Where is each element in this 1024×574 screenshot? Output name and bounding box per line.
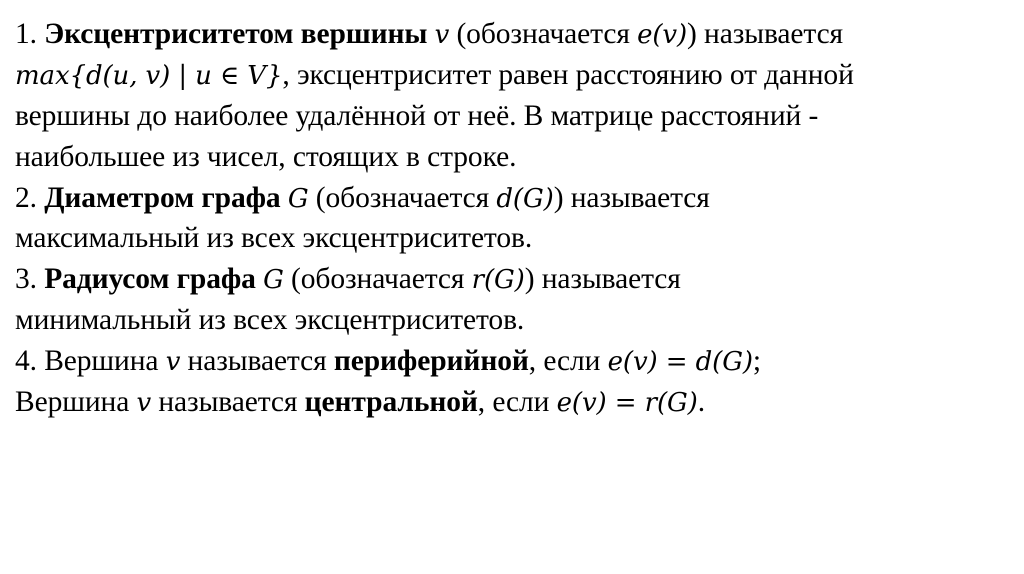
text-fragment: ) называется	[687, 18, 844, 50]
math-equation-peripheral: e(v) = d(G)	[607, 347, 753, 378]
text-fragment: Вершина	[15, 386, 137, 419]
text-fragment: (обозначается	[449, 18, 638, 50]
item-number: 2.	[15, 181, 45, 214]
math-var-v: v	[165, 347, 181, 378]
def-eccentricity-line-3	[15, 96, 1015, 137]
text-fragment: (обозначается	[283, 263, 472, 296]
text-fragment: вершины до наиболее удалённой от неё. В матрице расстояний -	[15, 99, 819, 132]
def-central-line	[15, 382, 1015, 423]
text-fragment: .	[697, 386, 705, 419]
text-fragment: , эксцентриситет равен расстоянию от данной	[282, 58, 854, 91]
text-fragment: максимальный из всех эксцентриситетов.	[15, 222, 533, 255]
text-fragment: ) называется	[553, 181, 710, 214]
math-var-g: G	[287, 183, 309, 214]
item-number: 4.	[15, 345, 45, 378]
text-fragment: называется	[151, 386, 305, 419]
math-equation-central: e(v) = r(G)	[556, 388, 698, 419]
item-number: 3.	[15, 263, 45, 296]
text-fragment: Вершина	[44, 345, 166, 378]
term-eccentricity: Эксцентриситетом вершины	[44, 18, 428, 50]
math-var-v: v	[136, 388, 152, 419]
definitions-text	[15, 14, 1015, 423]
math-notation-e-v: e(v)	[637, 20, 688, 50]
math-var-v: v	[434, 20, 450, 50]
term-central: центральной	[304, 386, 478, 419]
math-notation-r-g: r(G)	[471, 265, 525, 296]
def-eccentricity-line-4	[15, 137, 1015, 178]
math-notation-d-g: d(G)	[496, 183, 554, 214]
def-radius-line-1	[15, 259, 1015, 300]
def-peripheral-line	[15, 341, 1015, 382]
term-diameter: Диаметром графа	[44, 181, 281, 214]
def-eccentricity-line-2	[15, 55, 1015, 96]
def-diameter-line-1	[15, 178, 1015, 219]
text-fragment: , если	[528, 345, 608, 378]
def-radius-line-2	[15, 300, 1015, 341]
math-var-g: G	[263, 265, 284, 296]
text-fragment: минимальный из всех эксцентриситетов.	[15, 304, 525, 337]
text-fragment: ;	[752, 345, 762, 378]
text-fragment: , если	[477, 386, 557, 419]
text-fragment: называется	[180, 345, 334, 378]
term-peripheral: периферийной	[333, 345, 529, 378]
text-fragment: наибольшее из чисел, стоящих в строке.	[15, 140, 517, 173]
text-fragment: ) называется	[524, 263, 681, 296]
math-formula-max: max{d(u, v) | u ∈ V}	[15, 60, 283, 91]
def-diameter-line-2	[15, 218, 1015, 259]
term-radius: Радиусом графа	[44, 263, 256, 296]
text-fragment: (обозначается	[308, 181, 497, 214]
def-eccentricity-line-1	[15, 14, 1015, 55]
item-number: 1.	[15, 18, 45, 50]
